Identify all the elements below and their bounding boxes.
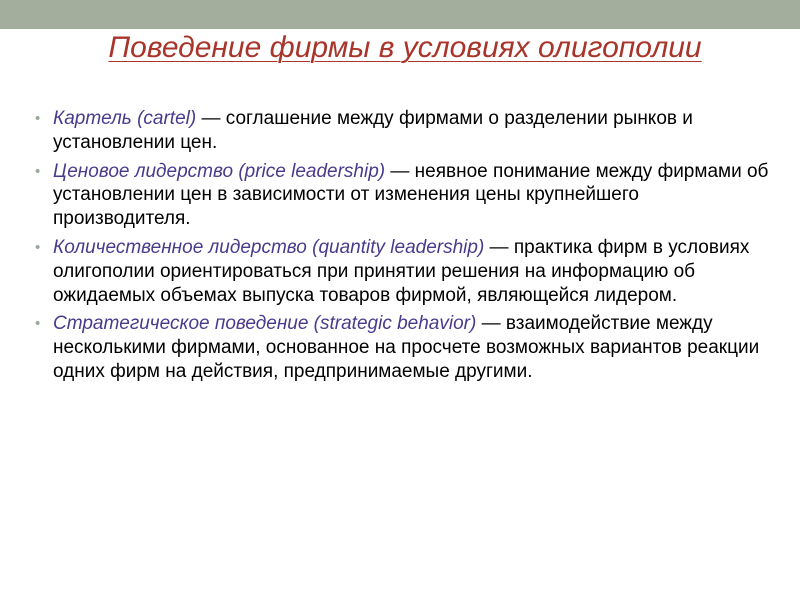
slide-title: Поведение фирмы в условиях олигополии <box>108 31 702 64</box>
term: Ценовое лидерство (price leadership) <box>53 160 386 182</box>
definition: — практика фирм в условиях олигополии ориентироваться при принятии решения на информацию об ожидаемых объемах выпуска товаров фирмой, являющейся лидером. <box>53 236 750 306</box>
term: Картель (cartel) <box>53 108 197 129</box>
bullet-icon: • <box>35 110 41 127</box>
list-item <box>30 160 770 231</box>
term: Стратегическое поведение (strategic behavior) <box>53 313 477 335</box>
bullet-icon: • <box>35 315 41 333</box>
term: Количественное лидерство (quantity leadership) <box>53 236 485 258</box>
list-item <box>30 312 770 383</box>
definition: — соглашение между фирмами о разделении рынков и установлении цен. <box>53 108 693 153</box>
bullet-list <box>30 107 770 389</box>
list-item <box>30 107 770 155</box>
definition: — неявное понимание между фирмами об установлении цен в зависимости от изменения цены крупнейшего производителя. <box>53 160 769 230</box>
definition: — взаимодействие между несколькими фирмами, основанное на просчете возможных вариантов реакции одних фирм на действия, предпринимаемые другими. <box>53 313 760 382</box>
bullet-icon: • <box>35 162 41 180</box>
list-item <box>30 236 770 307</box>
bullet-icon: • <box>35 238 41 256</box>
top-bar <box>0 0 800 29</box>
